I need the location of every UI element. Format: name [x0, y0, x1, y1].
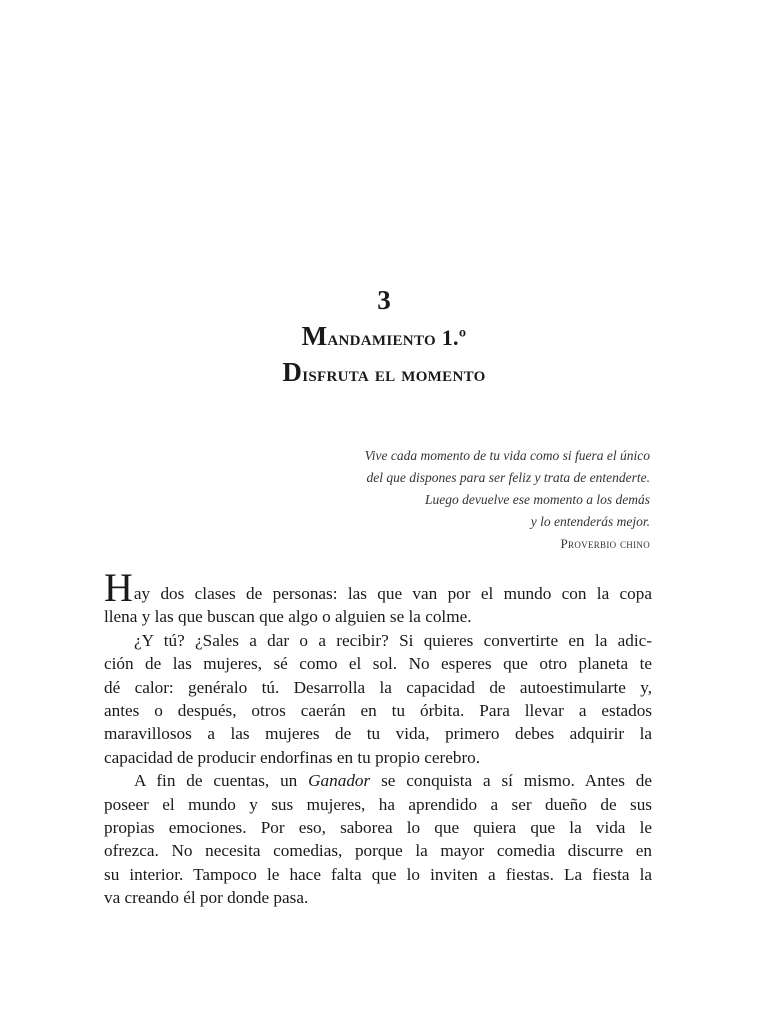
epigraph-line: y lo entenderás mejor. — [530, 514, 650, 529]
chapter-title-line-1 — [0, 319, 768, 355]
paragraph-2 — [104, 629, 652, 769]
text-row: va creando él por donde pasa. — [104, 888, 309, 908]
text-fragment: se conquista a sí mismo. Antes de — [370, 771, 652, 791]
paragraph-1 — [104, 565, 652, 629]
drop-cap: H — [104, 565, 133, 610]
chapter-number: 3 — [377, 285, 391, 315]
chapter-title-line-2 — [0, 355, 768, 391]
text-row: maravillosos a las mujeres de tu vida, primero debes adquirir la — [104, 724, 652, 744]
text-row: poseer el mundo y sus mujeres, ha aprendido a ser dueño de sus — [104, 794, 652, 814]
italic-word: Ganador — [308, 771, 371, 791]
epigraph-line: del que dispones para ser feliz y trata de entenderte. — [366, 470, 650, 485]
chapter-title-line-2-rest: isfruta el momento — [302, 361, 486, 386]
text-row: ofrezca. No necesita comedias, porque la mayor comedia discurre en — [104, 841, 652, 861]
text-row: llena y las que buscan que algo o alguien se la colme. — [104, 607, 472, 627]
text-fragment: A fin de cuentas, un — [134, 771, 309, 791]
epigraph — [230, 445, 650, 555]
text-row: ¿Y tú? ¿Sales a dar o a recibir? Si quieres convertirte en la adic- — [134, 630, 652, 650]
epigraph-line: Luego devuelve ese momento a los demás — [425, 492, 650, 507]
text-row: ción de las mujeres, sé como el sol. No esperes que otro planeta te — [104, 654, 652, 674]
text-row: dé calor: genéralo tú. Desarrolla la capacidad de autoestimularte y, — [104, 677, 652, 697]
paragraph-3 — [104, 769, 652, 909]
chapter-title-line-1-rest: andamiento 1.º — [327, 325, 467, 350]
chapter-heading — [0, 281, 768, 391]
text-row: capacidad de producir endorfinas en tu propio cerebro. — [104, 747, 481, 767]
text-row-content: ay dos clases de personas: las que van por el mundo con la copa — [133, 584, 652, 603]
epigraph-attribution: Proverbio chino — [560, 536, 650, 551]
text-row: antes o después, otros caerán en tu órbita. Para llevar a estados — [104, 701, 652, 721]
text-row: su interior. Tampoco le hace falta que lo inviten a fiestas. La fiesta la — [104, 864, 652, 884]
text-row — [104, 565, 652, 610]
text-row: propias emociones. Por eso, saborea lo que quiera que la vida le — [104, 818, 652, 838]
text-row — [104, 769, 652, 792]
body-text — [104, 565, 652, 910]
chapter-title-line-2-initial: D — [282, 357, 303, 387]
chapter-title-line-1-initial: M — [301, 321, 328, 351]
epigraph-line: Vive cada momento de tu vida como si fuera el único — [364, 448, 650, 463]
